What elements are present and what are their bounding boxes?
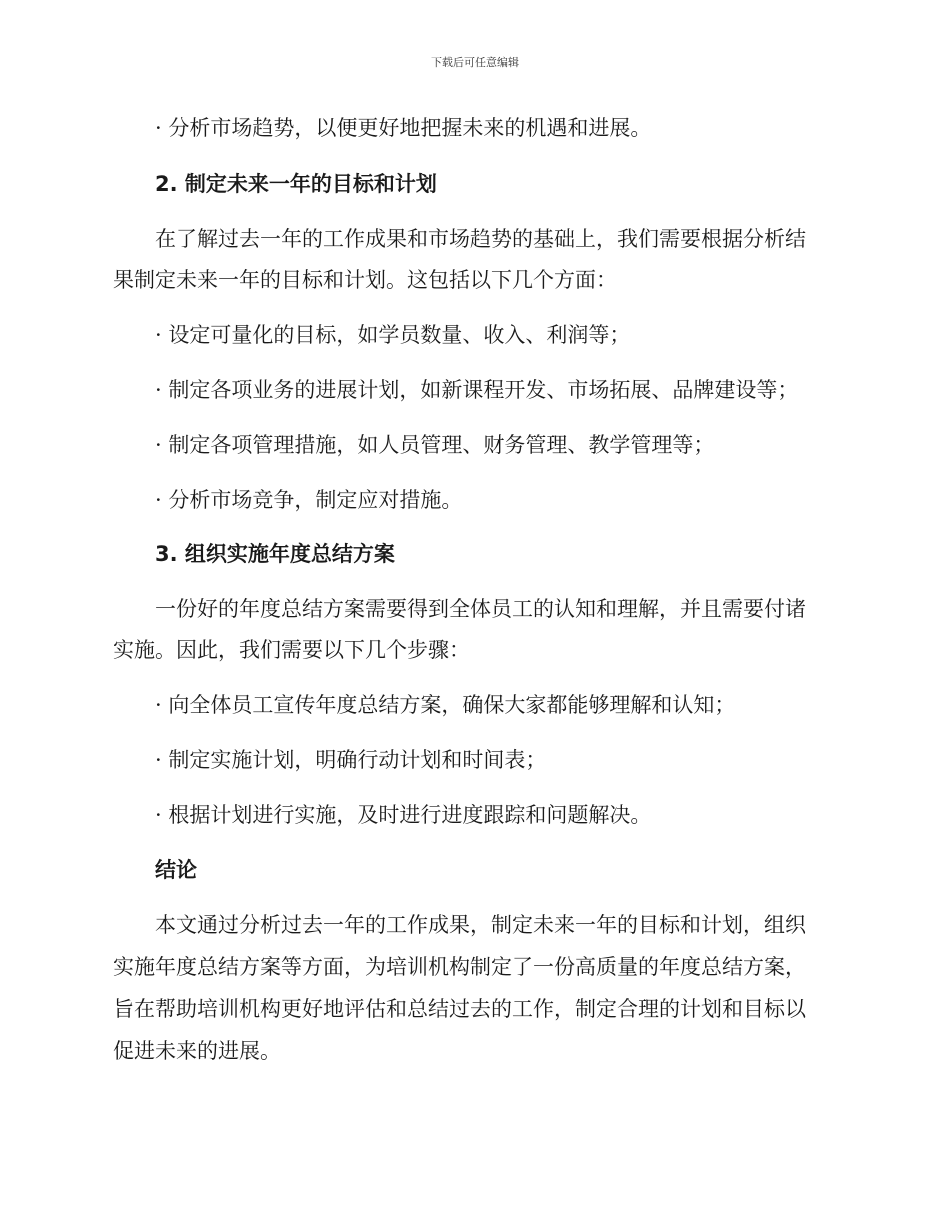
paragraph-3-line-2: 实施。因此，我们需要以下几个步骤： — [113, 638, 470, 662]
bullet-business-plan: · 制定各项业务的进展计划，如新课程开发、市场拓展、品牌建设等； — [155, 378, 799, 402]
paragraph-4-line-2: 实施年度总结方案等方面，为培训机构制定了一份高质量的年度总结方案， — [113, 955, 806, 979]
bullet-implementation-plan: · 制定实施计划，明确行动计划和时间表； — [155, 748, 547, 772]
bullet-promote: · 向全体员工宣传年度总结方案，确保大家都能够理解和认知； — [155, 693, 736, 717]
bullet-competition: · 分析市场竞争，制定应对措施。 — [155, 488, 463, 512]
paragraph-4-line-1: 本文通过分析过去一年的工作成果，制定未来一年的目标和计划，组织 — [155, 913, 806, 937]
paragraph-2-line-1: 在了解过去一年的工作成果和市场趋势的基础上，我们需要根据分析结 — [155, 227, 806, 251]
paragraph-4-line-3: 旨在帮助培训机构更好地评估和总结过去的工作，制定合理的计划和目标以 — [113, 997, 806, 1021]
section-heading-3: 3. 组织实施年度总结方案 — [155, 542, 395, 566]
bullet-market-trend: · 分析市场趋势，以便更好地把握未来的机遇和进展。 — [155, 116, 652, 140]
section-heading-conclusion: 结论 — [155, 858, 197, 882]
section-heading-2: 2. 制定未来一年的目标和计划 — [155, 172, 437, 196]
paragraph-4-line-4: 促进未来的进展。 — [113, 1039, 281, 1063]
bullet-execute: · 根据计划进行实施，及时进行进度跟踪和问题解决。 — [155, 803, 652, 827]
page-header: 下载后可任意编辑 — [431, 56, 519, 69]
paragraph-3-line-1: 一份好的年度总结方案需要得到全体员工的认知和理解，并且需要付诸 — [155, 597, 806, 621]
bullet-goals: · 设定可量化的目标，如学员数量、收入、利润等； — [155, 323, 631, 347]
bullet-management: · 制定各项管理措施，如人员管理、财务管理、教学管理等； — [155, 433, 715, 457]
paragraph-2-line-2: 果制定未来一年的目标和计划。这包括以下几个方面： — [113, 268, 617, 292]
